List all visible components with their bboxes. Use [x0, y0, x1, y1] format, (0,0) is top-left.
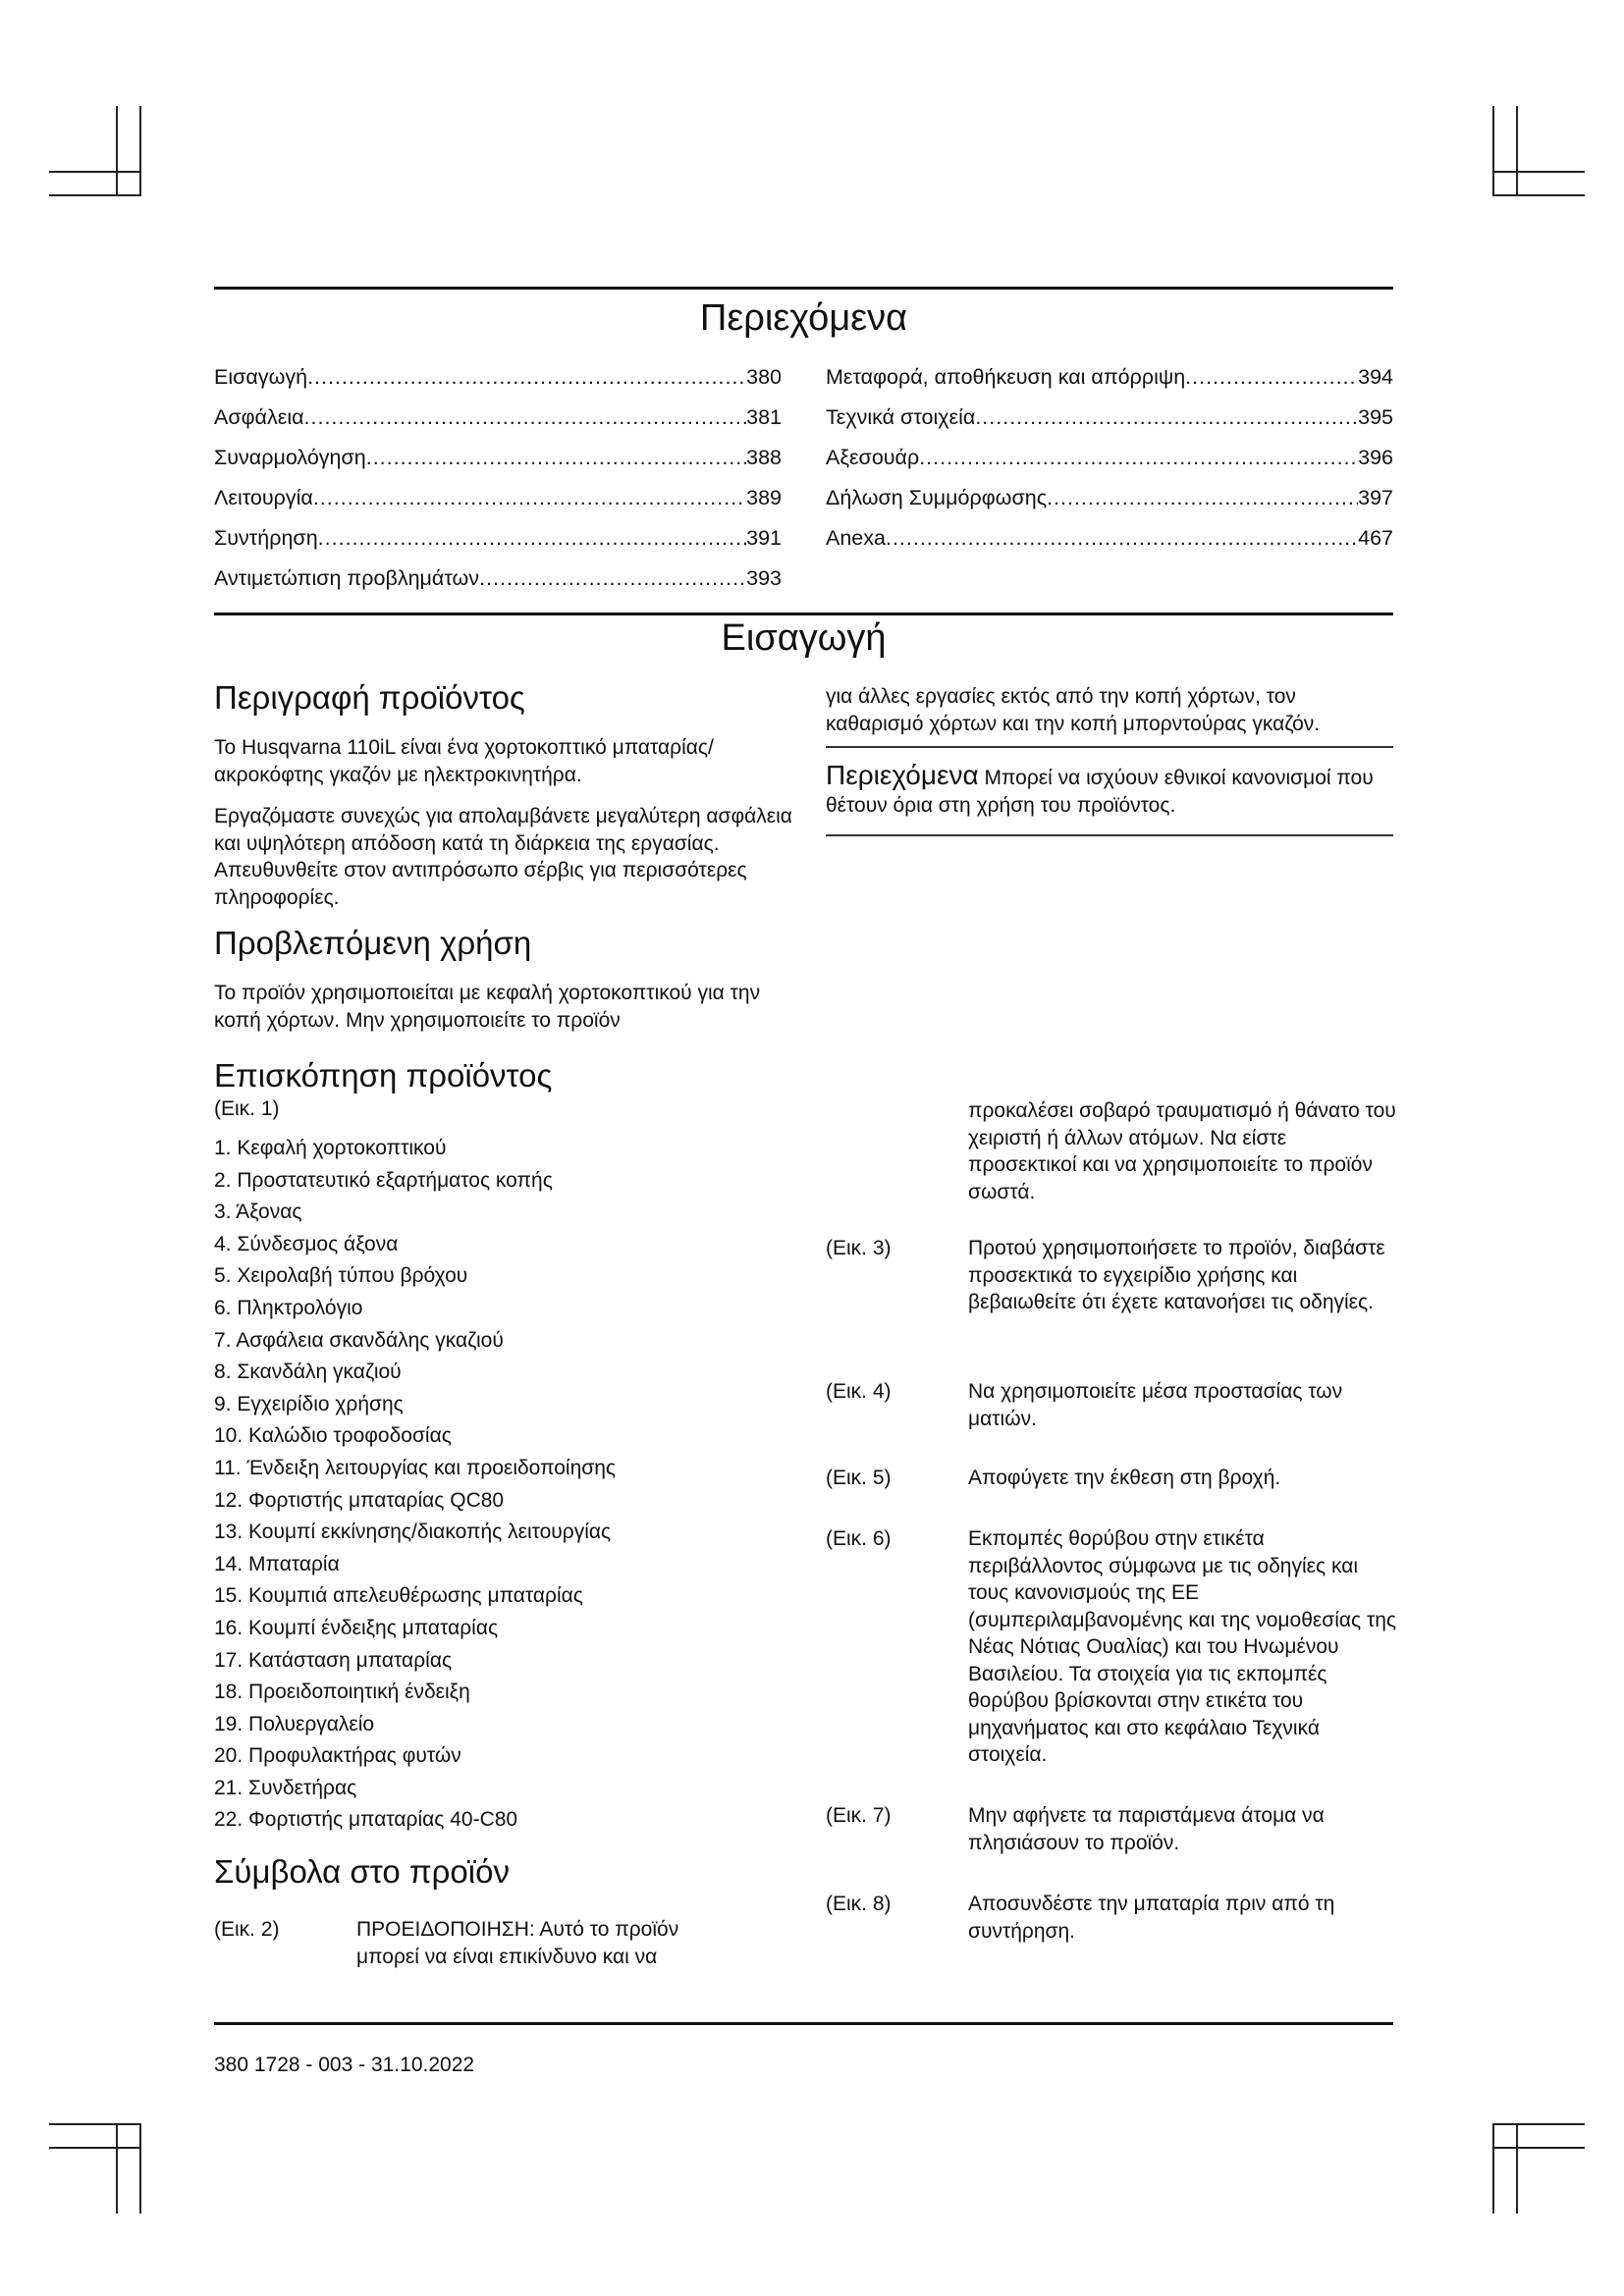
list-item: 7. Ασφάλεια σκανδάλης γκαζιού	[214, 1328, 504, 1352]
list-item: 3. Άξονας	[214, 1201, 302, 1224]
list-item: 1. Κεφαλή χορτοκοπτικού	[214, 1137, 447, 1159]
heading-product-description: Περιγραφή προϊόντος	[214, 679, 525, 716]
note-label: Περιεχόμενα	[826, 760, 979, 790]
toc-entry[interactable]: Ασφάλεια ..... 381	[214, 390, 782, 430]
toc-entry[interactable]: Αντιμετώπιση προβλημάτων ..... 393	[214, 551, 782, 591]
list-item: 5. Χειρολαβή τύπου βρόχου	[214, 1264, 468, 1288]
note-bottom-rule	[826, 834, 1393, 836]
toc-entry[interactable]: Anexa ..... 467	[826, 510, 1393, 551]
list-item: 6. Πληκτρολόγιο	[214, 1296, 363, 1319]
symbol-text-continuation: προκαλέσει σοβαρό τραυματισμό ή θάνατο του χειριστή ή άλλων ατόμων. Να είστε προσεκτικοί και να χρησιμοποιείτε το προϊόν σωστά.	[968, 1099, 1396, 1203]
list-item: 14. Μπαταρία	[214, 1552, 340, 1575]
toc-entry[interactable]: Δήλωση Συμμόρφωσης ..... 397	[826, 470, 1393, 510]
list-item: 4. Σύνδεσμος άξονα	[214, 1232, 399, 1255]
toc-entry[interactable]: Αξεσουάρ ..... 396	[826, 430, 1393, 470]
overview-list	[214, 1133, 803, 1837]
list-item: 13. Κουμπί εκκίνησης/διακοπής λειτουργίας	[214, 1521, 612, 1544]
toc-right-column	[826, 349, 1393, 551]
figure-ref: (Εικ. 2)	[214, 1918, 280, 1941]
symbol-text: ΠΡΟΕΙΔΟΠΟΙΗΣΗ: Αυτό το προϊόν μπορεί να είναι επικίνδυνο και να	[356, 1918, 679, 1968]
paragraph: για άλλες εργασίες εκτός από την κοπή χόρτων, τον καθαρισμό χόρτων και την κοπή μπορντούρας γκαζόν.	[826, 685, 1321, 735]
list-item: 10. Καλώδιο τροφοδοσίας	[214, 1424, 452, 1448]
list-item: 9. Εγχειρίδιο χρήσης	[214, 1392, 404, 1415]
list-item: 2. Προστατευτικό εξαρτήματος κοπής	[214, 1168, 553, 1192]
list-item: 21. Συνδετήρας	[214, 1776, 357, 1799]
symbol-text: Μην αφήνετε τα παριστάμενα άτομα να πλησιάσουν το προϊόν.	[968, 1804, 1325, 1854]
toc-entry[interactable]: Συντήρηση ..... 391	[214, 510, 782, 551]
list-item: 17. Κατάσταση μπαταρίας	[214, 1648, 453, 1672]
figure-ref: (Εικ. 3)	[826, 1237, 892, 1259]
list-item: 18. Προειδοποιητική ένδειξη	[214, 1681, 470, 1704]
figure-ref: (Εικ. 5)	[826, 1467, 892, 1489]
toc-entry[interactable]: Λειτουργία ..... 389	[214, 470, 782, 510]
toc-top-rule	[214, 287, 1393, 290]
list-item: 19. Πολυεργαλείο	[214, 1712, 375, 1735]
intro-top-rule	[214, 613, 1393, 615]
figure-ref: (Εικ. 1)	[214, 1097, 280, 1120]
heading-intended-use: Προβλεπόμενη χρήση	[214, 925, 532, 961]
list-item: 15. Κουμπιά απελευθέρωσης μπαταρίας	[214, 1584, 583, 1608]
paragraph: Το προϊόν χρησιμοποιείται με κεφαλή χορτοκοπτικού για την κοπή χόρτων. Μην χρησιμοποιείτε το προϊόν	[214, 982, 761, 1032]
list-item: 12. Φορτιστής μπαταρίας QC80	[214, 1488, 505, 1512]
list-item: 16. Κουμπί ένδειξης μπαταρίας	[214, 1616, 499, 1639]
figure-ref: (Εικ. 8)	[826, 1893, 892, 1915]
symbol-text: Αποφύγετε την έκθεση στη βροχή.	[968, 1467, 1281, 1489]
toc-left-column	[214, 349, 782, 591]
toc-title: Περιεχόμενα	[699, 297, 908, 339]
symbol-text: Αποσυνδέστε την μπαταρία πριν από τη συντήρηση.	[968, 1893, 1335, 1943]
toc-entry[interactable]: Μεταφορά, αποθήκευση και απόρριψη ..... 394	[826, 349, 1393, 390]
figure-ref: (Εικ. 7)	[826, 1804, 892, 1827]
figure-ref: (Εικ. 6)	[826, 1527, 892, 1550]
note	[826, 762, 1395, 819]
page-footer: 380 1728 - 003 - 31.10.2022	[214, 2054, 475, 2076]
section-title: Εισαγωγή	[721, 617, 887, 659]
toc-entry[interactable]: Συναρμολόγηση ..... 388	[214, 430, 782, 470]
figure-ref: (Εικ. 4)	[826, 1380, 892, 1403]
symbol-text: Εκπομπές θορύβου στην ετικέτα περιβάλλοντος σύμφωνα με τις οδηγίες και τους κανονισμούς της ΕΕ (συμπεριλαμβανομένης και της νομοθεσίας της Νέας Νότιας Ουαλίας) και του Ηνωμένου Βασιλείου. Τα στοιχεία για τις εκπομπές θορύβου βρίσκονται στην ετικέτα του μηχανήματος και στο κεφάλαιο Τεχνικά στοιχεία.	[968, 1527, 1397, 1766]
list-item: 11. Ένδειξη λειτουργίας και προειδοποίησης	[214, 1456, 617, 1479]
paragraph: Εργαζόμαστε συνεχώς για απολαμβάνετε μεγαλύτερη ασφάλεια και υψηλότερη απόδοση κατά τη διάρκεια της εργασίας. Απευθυνθείτε στον αντιπρόσωπο σέρβις για περισσότερες πληροφορίες.	[214, 805, 792, 909]
note-top-rule	[826, 746, 1393, 748]
symbol-text: Να χρησιμοποιείτε μέσα προστασίας των ματιών.	[968, 1380, 1343, 1430]
footer-rule	[214, 2022, 1393, 2025]
list-item: 22. Φορτιστής μπαταρίας 40-C80	[214, 1808, 518, 1832]
heading-symbols: Σύμβολα στο προϊόν	[214, 1853, 510, 1890]
toc-entry[interactable]: Εισαγωγή ..... 380	[214, 349, 782, 390]
list-item: 20. Προφυλακτήρας φυτών	[214, 1744, 461, 1768]
list-item: 8. Σκανδάλη γκαζιού	[214, 1361, 402, 1384]
heading-product-overview: Επισκόπηση προϊόντος	[214, 1057, 553, 1094]
symbol-text: Προτού χρησιμοποιήσετε το προϊόν, διαβάστε προσεκτικά το εγχειρίδιο χρήσης και βεβαιωθείτε ότι έχετε κατανοήσει τις οδηγίες.	[968, 1237, 1385, 1313]
note-text: Μπορεί να ισχύουν εθνικοί κανονισμοί που θέτουν όρια στη χρήση του προϊόντος.	[826, 767, 1374, 817]
toc-entry[interactable]: Τεχνικά στοιχεία ..... 395	[826, 390, 1393, 430]
paragraph: Το Husqvarna 110iL είναι ένα χορτοκοπτικό μπαταρίας/ακροκόφτης γκαζόν με ηλεκτροκινητήρα.	[214, 736, 714, 786]
